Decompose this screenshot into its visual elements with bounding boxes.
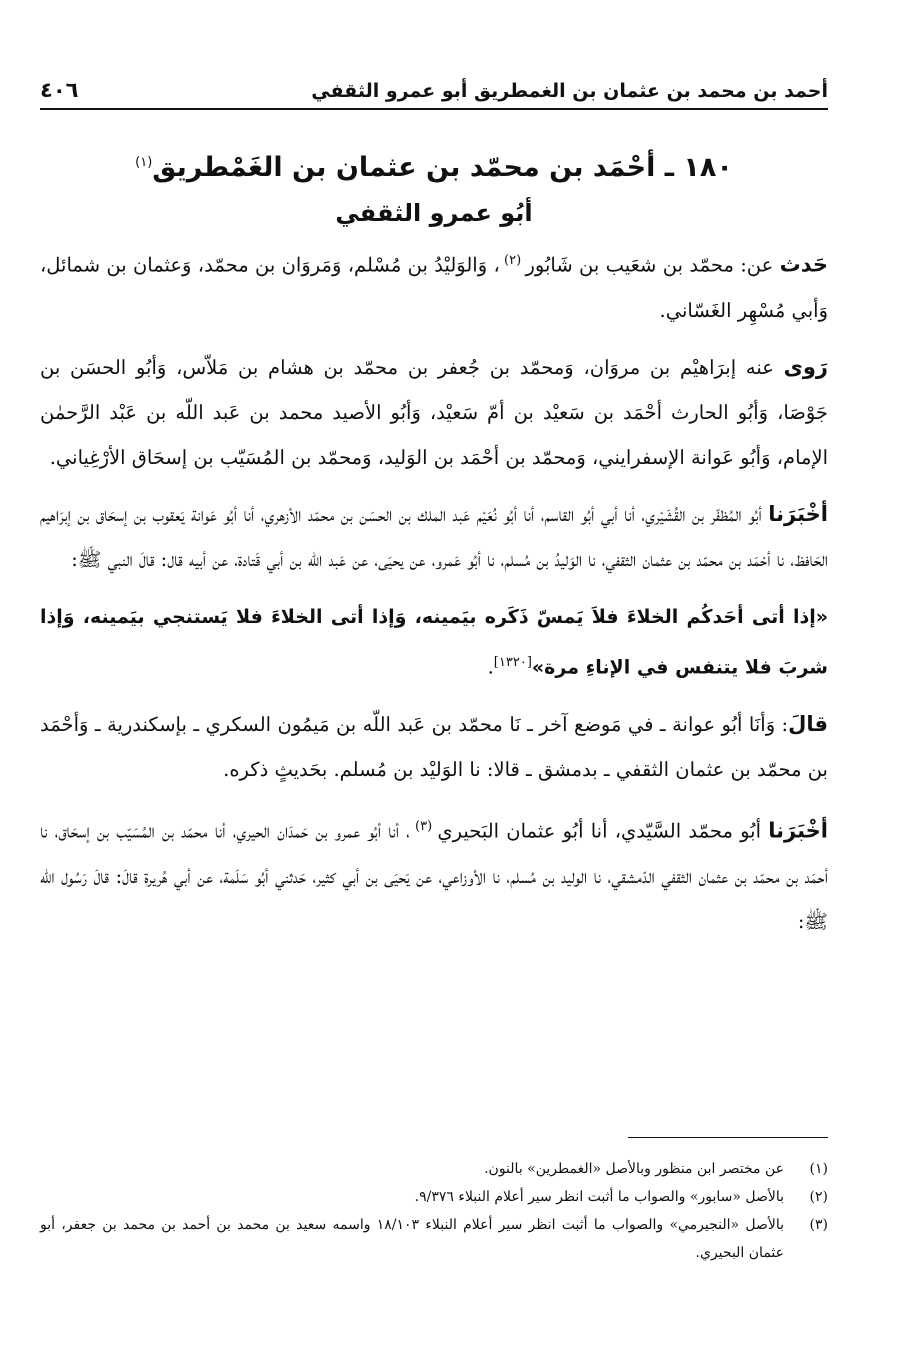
paragraph-text: ، أنا أبُو عمرو بن حَمدَان الحيري، أنا محمّد بن المُسَيّب بن إسحَاق، نا أحمَد بن محمّد بن عثمان الثقفي الدّمشقي، نا الوليد بن مُسلم، نا الأوزاعي، عن يَحيَى بن أبي كثير، حَدثني أبُو سَلَمة، عن أبي هُريرة قالَ: قالَ رَسُول الله ﷺ: xyxy=(40,819,828,933)
running-header xyxy=(40,68,828,110)
footnote-number: (٢) xyxy=(809,1189,828,1205)
footnote-item xyxy=(40,1183,828,1211)
footnote-number: (١) xyxy=(809,1161,828,1177)
paragraph-lead: قالَ xyxy=(788,712,828,736)
hadith-tail: . xyxy=(487,655,494,678)
page-number: ٤٠٦ xyxy=(40,78,79,102)
footnote-text: بالأصل «سابور» والصواب ما أثبت انظر سير أعلام النبلاء ٩/٣٧٦. xyxy=(414,1189,784,1205)
entry-body xyxy=(40,238,828,956)
hadith-reference: [١٣٢٠] xyxy=(493,654,532,670)
footnote-divider xyxy=(628,1137,828,1138)
footnote-marker: (٣) xyxy=(409,819,438,834)
footnote-text: بالأصل «النجيرمي» والصواب ما أثبت انظر سير أعلام النبلاء ١٨/١٠٣ واسمه سعيد بن محمد بن أحمد بن محمد بن جعفر، أبو عثمان البحيري. xyxy=(40,1217,784,1261)
paragraph-hadith xyxy=(40,594,828,691)
paragraph-text: عنه إبرَاهيْم بن مروَان، وَمحمّد بن جُعفر بن محمّد بن هشام بن مَلاّس، وَأبُو الحسَن بن جَوْصَا، وَأبُو الحارث أحْمَد بن سَعيْد بن أمّ سَعيْد، وَأبُو الأصيد محمد بن عَبد اللّه بن عَبْد الرَّحمٰن الإمام، وَأبُو عَوانة الإسفرايني، وَمحمّد بن أحْمَد بن الوَليد، وَمحمّد بن المُسَيّب بن إسحَاق الأرْغِياني. xyxy=(40,355,828,469)
title-line-2: أبُو عمرو الثقفي xyxy=(335,199,533,227)
paragraph-lead: رَوى xyxy=(783,354,828,379)
paragraph-text: : وَأنَا أبُو عوانة ـ في مَوضع آخر ـ نَا محمّد بن عَبد اللّه بن مَيمُون السكري ـ بإسكندرية ـ وَأحْمَد بن محمّد بن عثمان الثقفي ـ بدمشق ـ قالا: نا الوَليْد بن مُسلم. بحَديثٍ ذكره. xyxy=(40,713,828,781)
footnote-marker: (٢) xyxy=(499,253,526,268)
paragraph-text: أبُو محمّد السَّيّدي، أنا أبُو عثمان البَحيري xyxy=(437,819,769,843)
paragraph-lead: حَدث xyxy=(779,252,828,277)
paragraph-isnad-1 xyxy=(40,492,828,582)
title-name: ١٨٠ ـ أحْمَد بن محمّد بن عثمان بن الغَمْطريق xyxy=(152,152,733,183)
footnote-number: (٣) xyxy=(809,1217,828,1233)
paragraph-students xyxy=(40,345,828,480)
footnote-item xyxy=(40,1155,828,1183)
paragraph-isnad-3 xyxy=(40,804,828,944)
paragraph-text: عن: محمّد بن شعَيب بن شَابُور xyxy=(525,253,780,277)
paragraph-teachers xyxy=(40,238,828,333)
hadith-text: «إذا أتى أحَدكُم الخلاءَ فلاَ يَمسّ ذَكَره بيَمينه، وَإذا أتى الخلاءَ فلا يَستنجي بيَمينه، وَإذا شربَ فلا يتنفس في الإناءِ مرة» xyxy=(40,605,828,678)
paragraph-text: ، وَالوَليْدُ بن مُسْلم، وَمَروَان بن محمّد، وَعثمان بن شمائل، وَأبي مُسْهِر الغَسّاني. xyxy=(40,253,828,322)
running-title: أحمد بن محمد بن عثمان بن الغمطريق أبو عمرو الثقفي xyxy=(311,80,828,102)
paragraph-lead: أخْبَرَنا xyxy=(768,501,828,526)
paragraph-text: أبُو المُظفّر بن القُشَيْري، أنا أبي أبُو القاسم، أنا أبُو نُعَيْم عَبد الملك بن الحسَن بن محمّد الأزهري، أنا أبُو عَوانة يَعقوب بن إسحَاق بن إبرَاهيم الحَافظ، نا أحْمَد بن محمّد بن عثمان الثقفي، نا الوَليدُ بن مُسلم، نا أبُو عَمرو، عن يحيَى، عن عَبد اللّه بن أبي قَتادة، عن أبيه قال: قالَ النبي ﷺ: xyxy=(40,502,828,571)
footnotes xyxy=(40,1155,828,1267)
entry-title xyxy=(40,140,828,235)
paragraph-isnad-2 xyxy=(40,702,828,792)
footnote-item xyxy=(40,1211,828,1267)
paragraph-lead: أخْبَرَنا xyxy=(768,818,828,843)
title-line-1 xyxy=(40,140,828,191)
footnote-text: عن مختصر ابن منظور وبالأصل «الغمطرين» بالنون. xyxy=(484,1161,784,1177)
title-footnote-marker: (١) xyxy=(135,155,153,170)
